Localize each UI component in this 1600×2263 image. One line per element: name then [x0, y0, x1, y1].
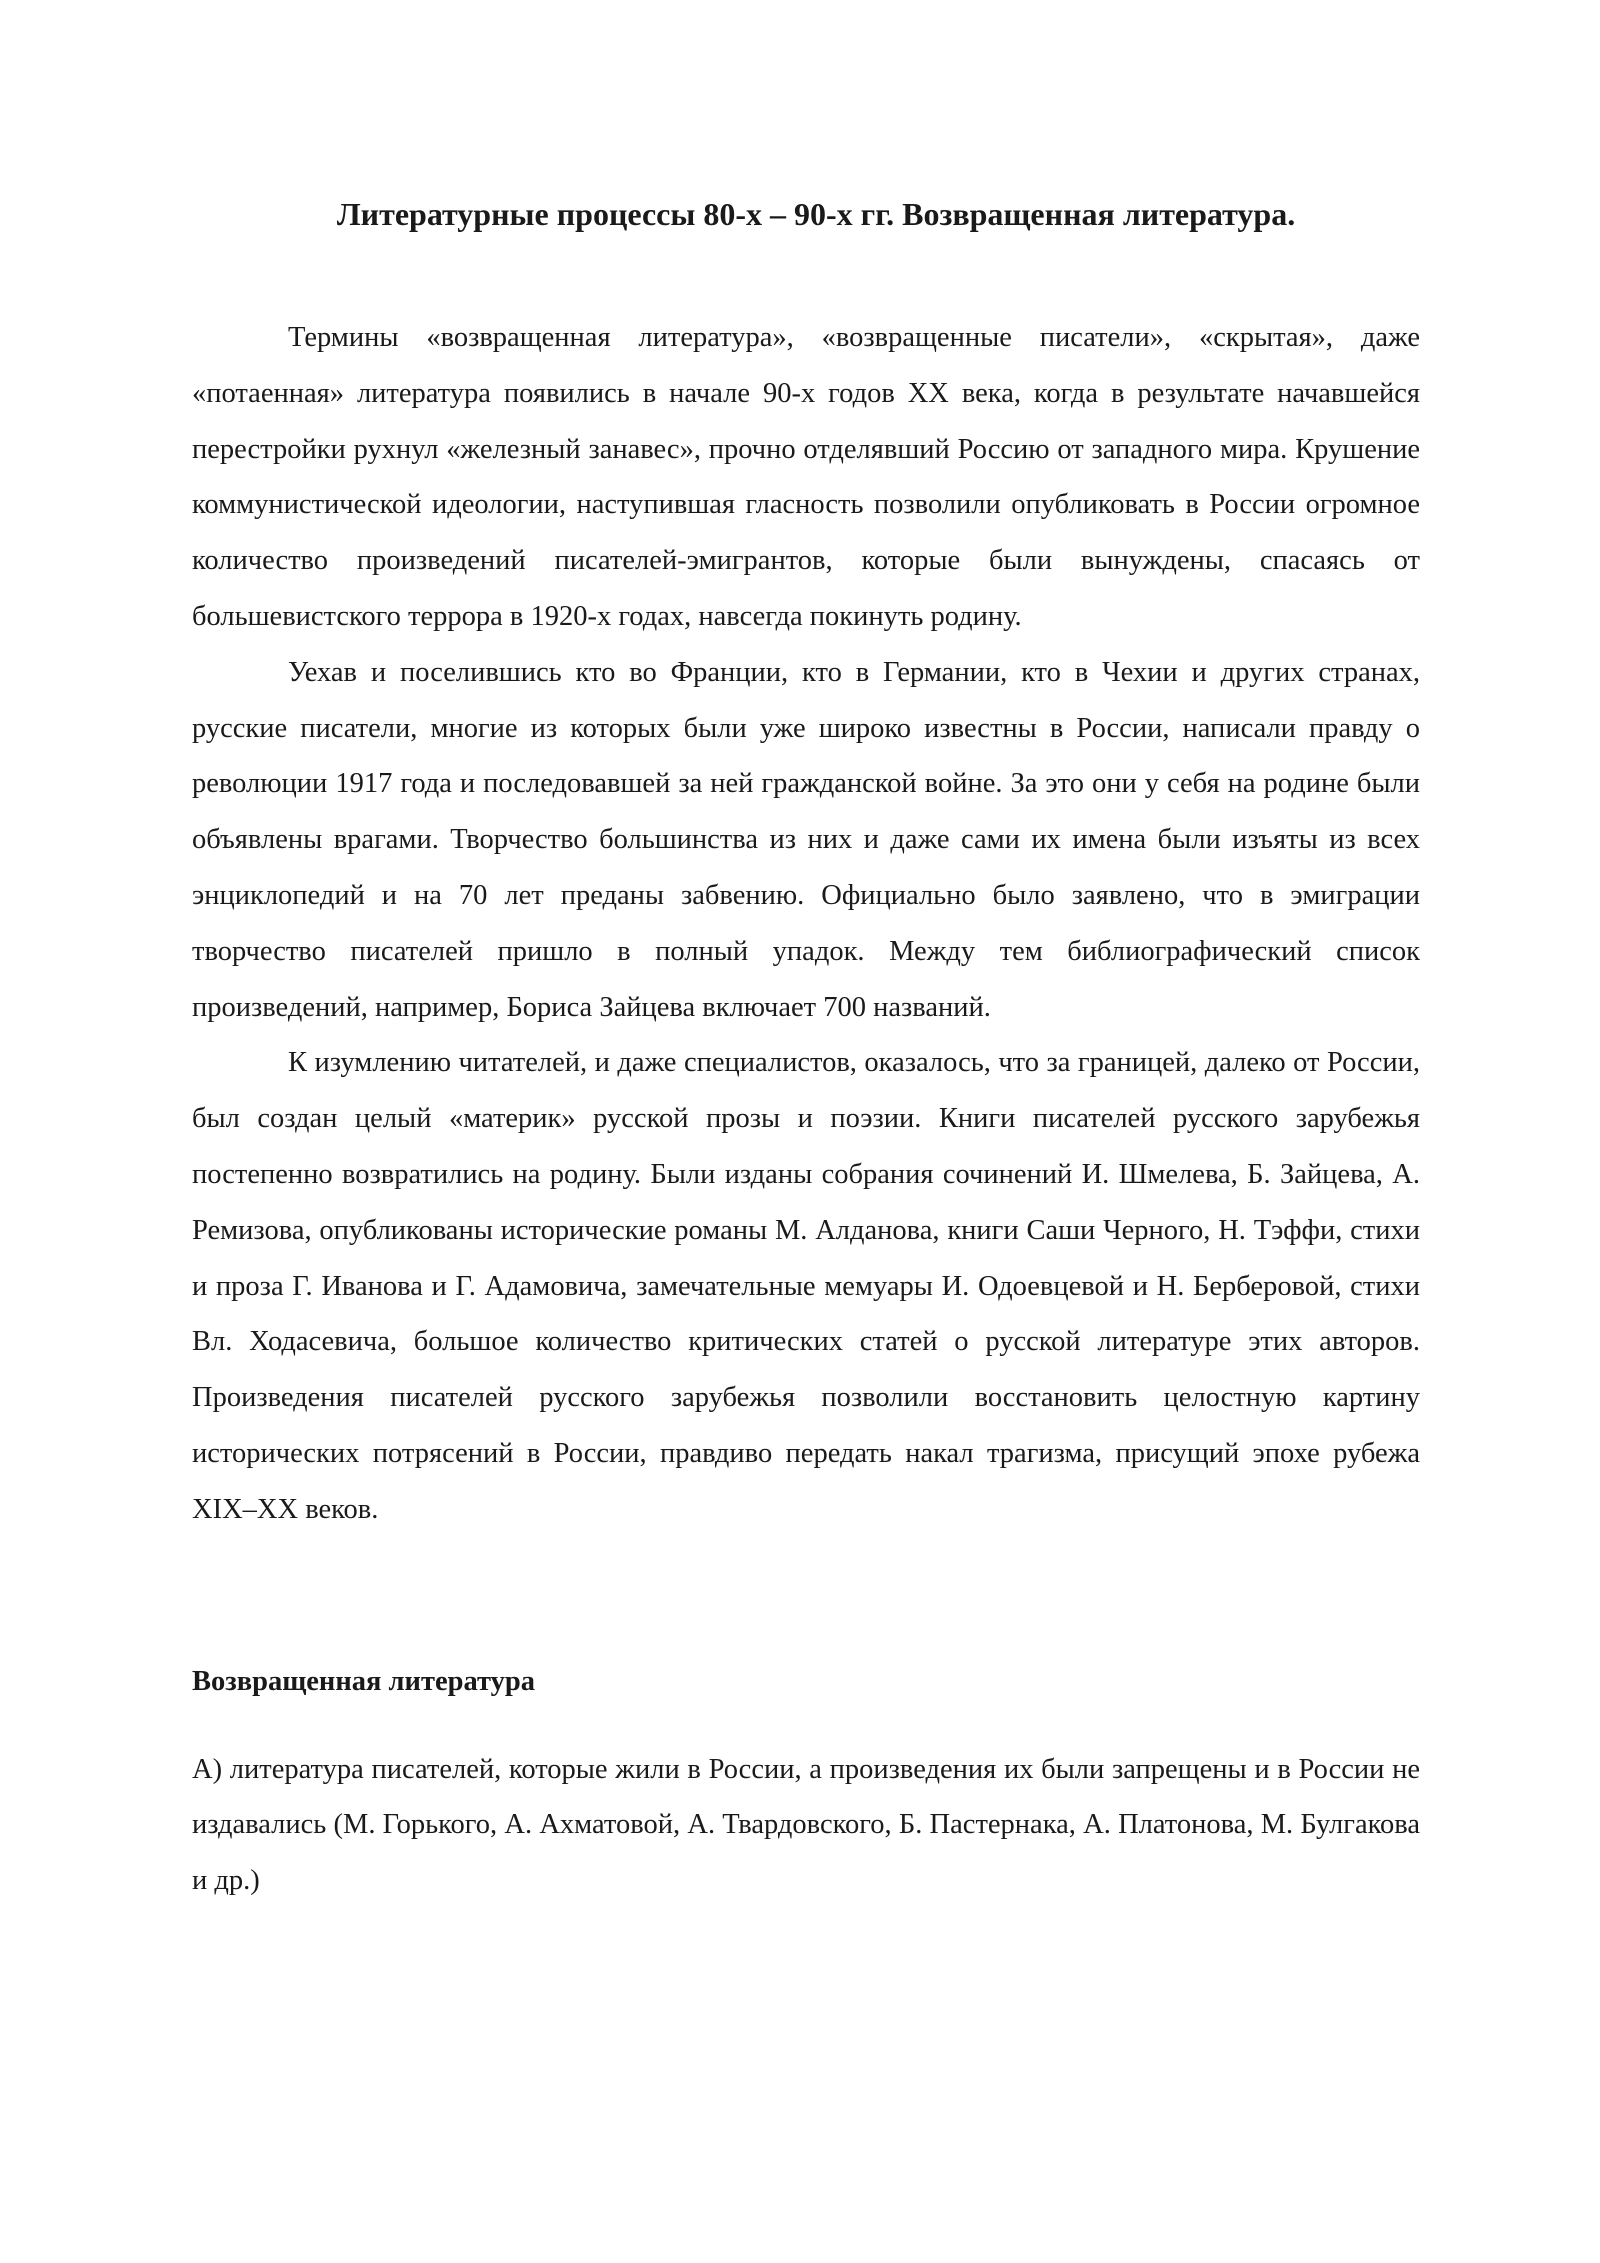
document-page — [192, 188, 1420, 1909]
document-body — [192, 310, 1420, 1538]
document-title: Литературные процессы 80-х – 90-х гг. Возвращенная литература. — [336, 196, 1296, 232]
paragraph-2: Уехав и поселившись кто во Франции, кто в Германии, кто в Чехии и других странах, русские писатели, многие из которых были уже широко известны в России, написали правду о революции 1917 года и последовавшей за ней гражданской войне. За это они у себя на родине были объявлены врагами. Творчество большинства из них и даже сами их имена были изъяты из всех энциклопедий и на 70 лет преданы забвению. Официально было заявлено, что в эмиграции творчество писателей пришло в полный упадок. Между тем библиографический список произведений, например, Бориса Зайцева включает 700 названий. — [192, 656, 1420, 1023]
paragraph-1: Термины «возвращенная литература», «возвращенные писатели», «скрытая», даже «потаенная» литература появились в начале 90-х годов XX века, когда в результате начавшейся перестройки рухнул «железный занавес», прочно отделявший Россию от западного мира. Крушение коммунистической идеологии, наступившая гласность позволили опубликовать в России огромное количество произведений писателей-эмигрантов, которые были вынуждены, спасаясь от большевистского террора в 1920-х годах, навсегда покинуть родину. — [192, 322, 1420, 632]
paragraph-3: К изумлению читателей, и даже специалистов, оказалось, что за границей, далеко от России, был создан целый «материк» русской прозы и поэзии. Книги писателей русского зарубежья постепенно возвратились на родину. Были изданы собрания сочинений И. Шмелева, Б. Зайцева, А. Ремизова, опубликованы исторические романы М. Алданова, книги Саши Черного, Н. Тэффи, стихи и проза Г. Иванова и Г. Адамовича, замечательные мемуары И. Одоевцевой и Н. Берберовой, стихи Вл. Ходасевича, большое количество критических статей о русской литературе этих авторов. Произведения писателей русского зарубежья позволили восстановить целостную картину исторических потрясений в России, правдиво передать накал трагизма, присущий эпохе рубежа XIX–XX веков. — [192, 1047, 1420, 1525]
section-heading: Возвращенная литература — [192, 1665, 535, 1697]
section-paragraph: А) литература писателей, которые жили в России, а произведения их были запрещены и в России не издавались (М. Горького, А. Ахматовой, А. Твардовского, Б. Пастернака, А. Платонова, М. Булгакова и др.) — [192, 1753, 1420, 1897]
